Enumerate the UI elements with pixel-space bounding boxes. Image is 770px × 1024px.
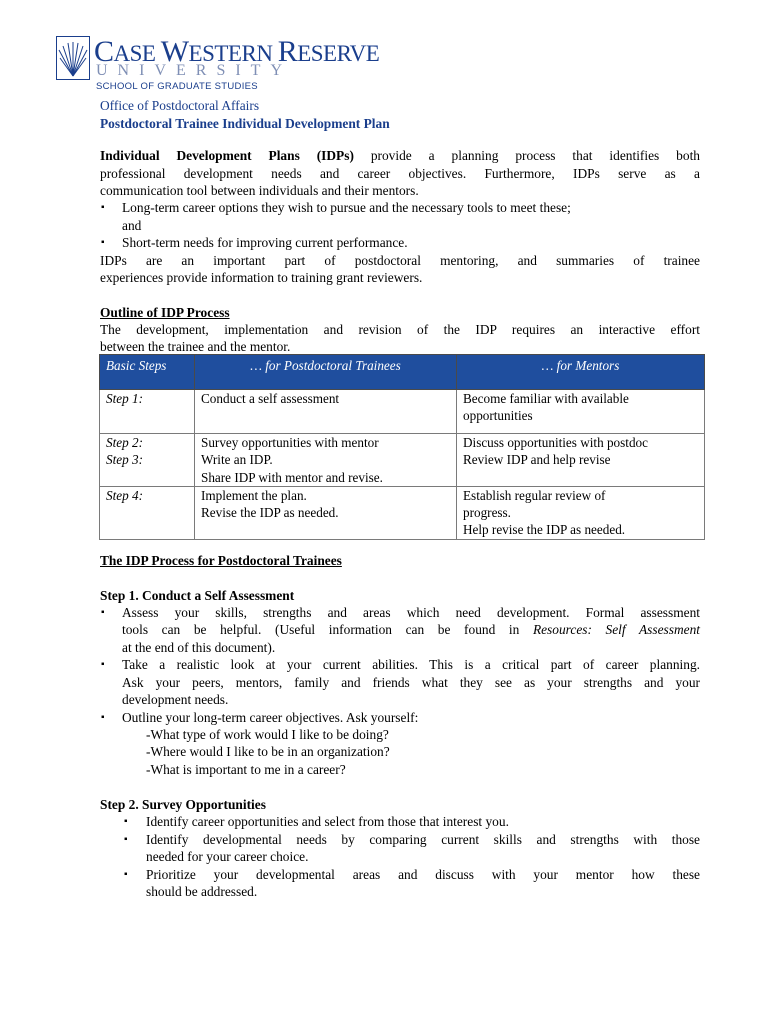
step1-bullet-1: Assess your skills, strengths and areas which need development. Formal assessment <box>122 605 700 620</box>
step1-bullet-1-cont: tools can be helpful. (Useful information can be found in Resources: Self Assessment <box>122 622 700 637</box>
step2-bullet-2: Identify developmental needs by comparing current skills and strengths with those <box>146 832 700 847</box>
intro-line-1: Individual Development Plans (IDPs) provide a planning process that identifies both <box>100 148 700 163</box>
intro-line-5: experiences provide information to training grant reviewers. <box>100 270 423 285</box>
intro-line-4: IDPs are an important part of postdoctoral mentoring, and summaries of trainee <box>100 253 700 268</box>
table-row <box>100 434 705 487</box>
university-name: CASE WESTERN RESERVE <box>94 35 380 68</box>
step-cell: Step 4: <box>100 486 195 539</box>
process-heading: The IDP Process for Postdoctoral Trainees <box>100 553 342 568</box>
step1-bullet-1-cont2: at the end of this document). <box>122 640 276 655</box>
step1-question-1: -What type of work would I like to be doing? <box>146 727 389 742</box>
intro-line-3: communication tool between individuals and their mentors. <box>100 183 419 198</box>
column-header-mentors: … for Mentors <box>457 355 705 390</box>
table-row <box>100 390 705 434</box>
trainee-cell: Implement the plan. Revise the IDP as needed. <box>195 486 457 539</box>
university-logo <box>56 35 380 96</box>
step2-bullet-3-cont: should be addressed. <box>146 884 258 899</box>
outline-heading: Outline of IDP Process <box>100 305 230 320</box>
bullet-icon: ▪ <box>124 816 128 827</box>
bullet-icon: ▪ <box>124 869 128 880</box>
mentor-cell: Become familiar with available opportunities <box>457 390 705 434</box>
table-row <box>100 486 705 539</box>
intro-bullet-1: Long-term career options they wish to pursue and the necessary tools to meet these; <box>122 200 571 215</box>
step1-bullet-2: Take a realistic look at your current abilities. This is a critical part of career planning. <box>122 657 700 672</box>
trainee-cell: Survey opportunities with mentor Write an IDP. Share IDP with mentor and revise. <box>195 434 457 487</box>
office-name: Office of Postdoctoral Affairs <box>100 98 260 113</box>
column-header-steps: Basic Steps <box>100 355 195 390</box>
bullet-icon: ▪ <box>101 202 105 213</box>
step1-bullet-2-cont: Ask your peers, mentors, family and friends what they see as your strengths and your <box>122 675 700 690</box>
bullet-icon: ▪ <box>101 607 105 618</box>
table-header-row <box>100 355 705 390</box>
intro-line-2: professional development needs and career objectives. Furthermore, IDPs serve as a <box>100 166 700 181</box>
intro-bullet-1-cont: and <box>122 218 142 233</box>
step1-question-2: -Where would I like to be in an organization? <box>146 744 390 759</box>
bullet-icon: ▪ <box>124 834 128 845</box>
column-header-trainees: … for Postdoctoral Trainees <box>195 355 457 390</box>
step2-heading: Step 2. Survey Opportunities <box>100 797 266 812</box>
step1-bullet-3: Outline your long-term career objectives. Ask yourself: <box>122 710 419 725</box>
sunburst-logo-icon <box>56 36 90 80</box>
outline-line-2: between the trainee and the mentor. <box>100 339 291 354</box>
university-word: UNIVERSITY <box>96 62 292 79</box>
step2-bullet-3: Prioritize your developmental areas and discuss with your mentor how these <box>146 867 700 882</box>
step1-question-3: -What is important to me in a career? <box>146 762 346 777</box>
bullet-icon: ▪ <box>101 237 105 248</box>
step-cell: Step 2: Step 3: <box>100 434 195 487</box>
trainee-cell: Conduct a self assessment <box>195 390 457 434</box>
idp-steps-table <box>99 354 705 540</box>
step2-bullet-1: Identify career opportunities and select from those that interest you. <box>146 814 509 829</box>
document-title: Postdoctoral Trainee Individual Development Plan <box>100 116 390 131</box>
intro-bullet-2: Short-term needs for improving current performance. <box>122 235 408 250</box>
school-name: SCHOOL OF GRADUATE STUDIES <box>96 81 258 92</box>
step-cell: Step 1: <box>100 390 195 434</box>
step2-bullet-2-cont: needed for your career choice. <box>146 849 309 864</box>
step1-heading: Step 1. Conduct a Self Assessment <box>100 588 295 603</box>
bullet-icon: ▪ <box>101 659 105 670</box>
bullet-icon: ▪ <box>101 712 105 723</box>
step1-bullet-2-cont2: development needs. <box>122 692 229 707</box>
mentor-cell: Establish regular review of progress. Help revise the IDP as needed. <box>457 486 705 539</box>
mentor-cell: Discuss opportunities with postdoc Review IDP and help revise <box>457 434 705 487</box>
outline-line-1: The development, implementation and revision of the IDP requires an interactive effort <box>100 322 700 337</box>
